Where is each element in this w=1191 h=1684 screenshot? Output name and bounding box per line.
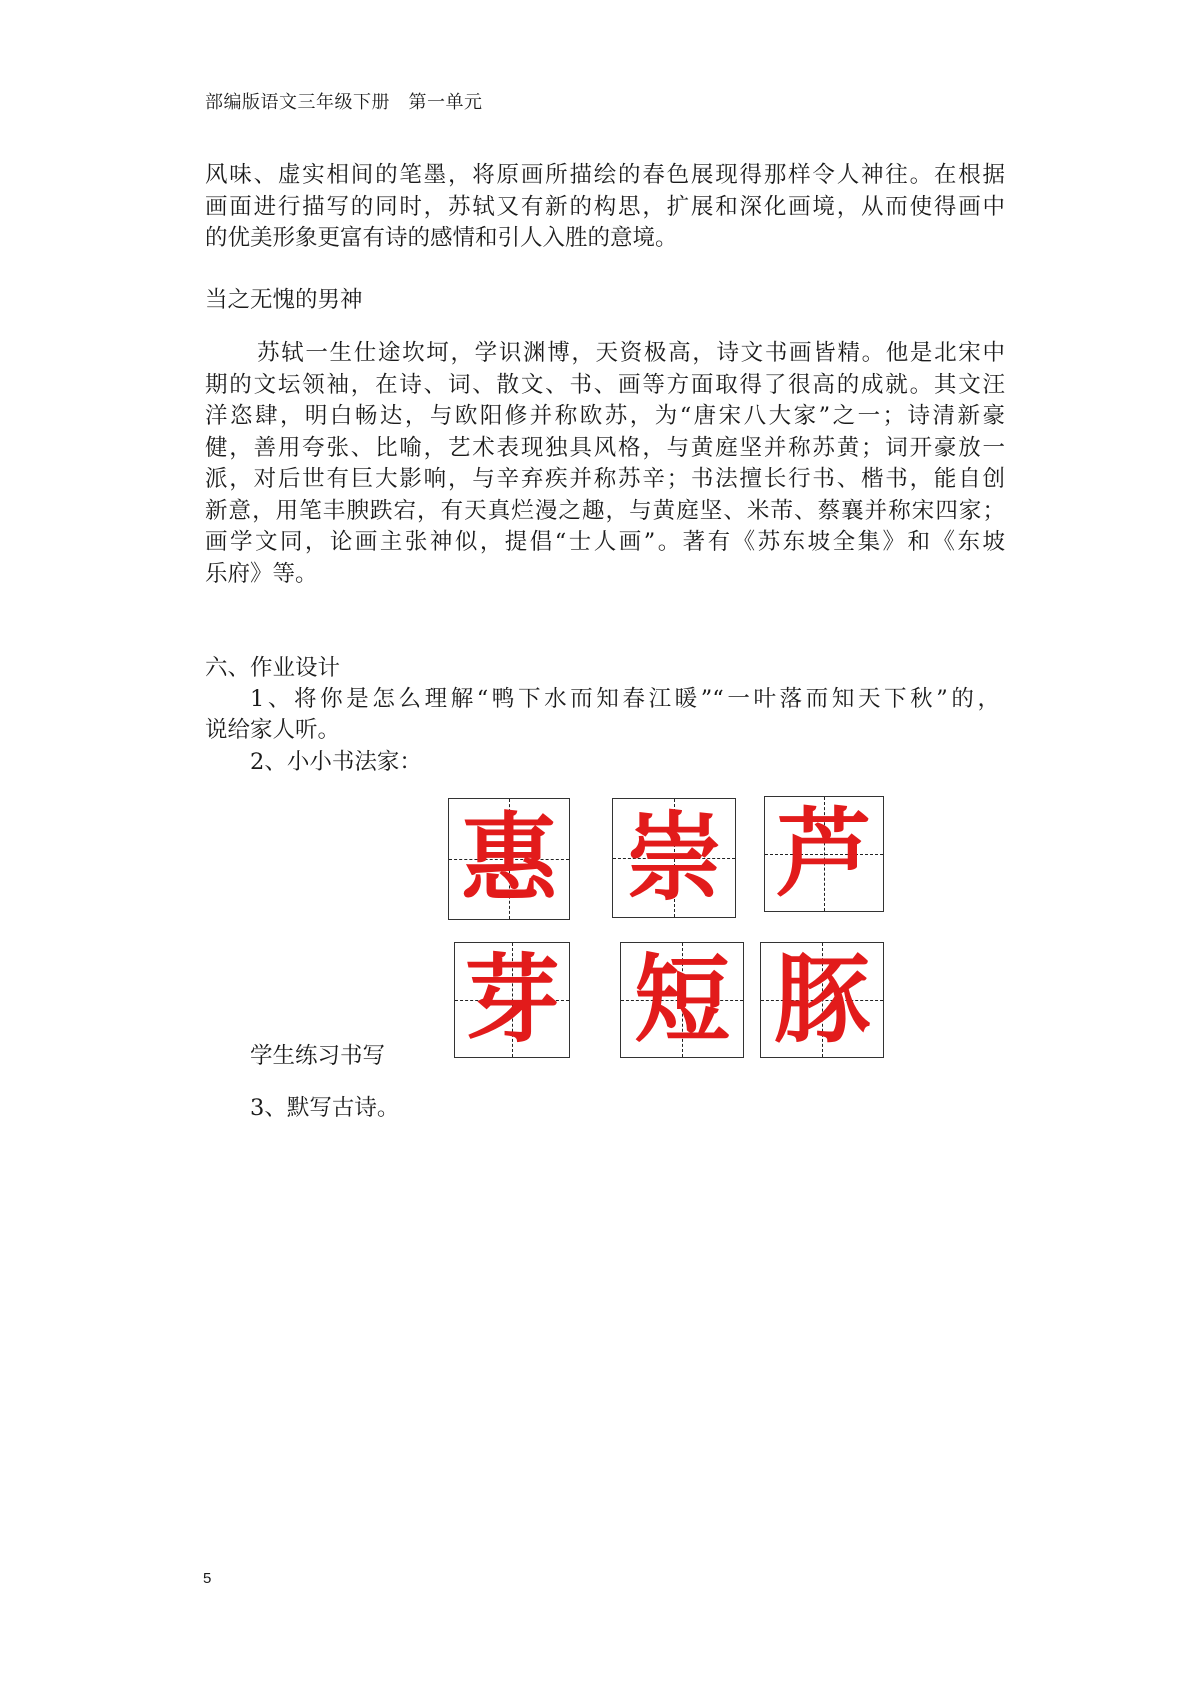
- bio-line: 新意，用笔丰腴跌宕，有天真烂漫之趣，与黄庭坚、米芾、蔡襄并称宋四家；: [205, 497, 1005, 524]
- bio-line: 画学文同，论画主张神似，提倡“士人画”。著有《苏东坡全集》和《东坡: [205, 529, 1005, 555]
- homework-item-1-continued: 说给家人听。: [205, 717, 341, 743]
- homework-section-title: 六、作业设计: [205, 655, 341, 681]
- calligraphy-character: 芽: [464, 943, 560, 1056]
- page-number: 5: [203, 1570, 212, 1587]
- bio-line: 健，善用夸张、比喻，艺术表现独具风格，与黄庭坚并称苏黄；词开豪放一: [205, 434, 1005, 461]
- calligraphy-box: [760, 942, 884, 1058]
- bio-line: 派，对后世有巨大影响，与辛弃疾并称苏辛；书法擅长行书、楷书，能自创: [205, 466, 1005, 492]
- homework-item-2: 2、小小书法家：: [250, 749, 422, 775]
- biography-paragraph: [205, 338, 1005, 590]
- calligraphy-box: [448, 798, 570, 920]
- calligraphy-box: [454, 942, 570, 1058]
- homework-item-3: 3、默写古诗。: [250, 1095, 400, 1121]
- calligraphy-character: 惠: [461, 802, 557, 915]
- intro-line: 的优美形象更富有诗的感情和引人入胜的意境。: [205, 225, 678, 251]
- bio-line: 苏轼一生仕途坎坷，学识渊博，天资极高，诗文书画皆精。他是北宋中: [257, 340, 1005, 366]
- calligraphy-box: [764, 796, 884, 912]
- practice-note: 学生练习书写: [250, 1043, 386, 1069]
- intro-line: 画面进行描写的同时，苏轼又有新的构思，扩展和深化画境，从而使得画中: [205, 193, 1005, 220]
- bio-line: 洋恣肆，明白畅达，与欧阳修并称欧苏，为“唐宋八大家”之一；诗清新豪: [205, 403, 1005, 429]
- calligraphy-box: [620, 942, 744, 1058]
- bio-line: 乐府》等。: [205, 560, 318, 587]
- bio-line: 期的文坛领袖，在诗、词、散文、书、画等方面取得了很高的成就。其文汪: [205, 371, 1005, 398]
- intro-paragraph: [205, 160, 1005, 255]
- calligraphy-character: 短: [634, 943, 730, 1056]
- subheading: 当之无愧的男神: [205, 287, 363, 313]
- intro-line: 风味、虚实相间的笔墨，将原画所描绘的春色展现得那样令人神往。在根据: [205, 162, 1005, 188]
- calligraphy-character: 芦: [776, 797, 872, 910]
- calligraphy-character: 崇: [626, 801, 722, 914]
- page-header: 部编版语文三年级下册 第一单元: [205, 92, 483, 113]
- homework-item-1: 1、将你是怎么理解“鸭下水而知春江暖”“一叶落而知天下秋”的，: [250, 686, 1000, 712]
- calligraphy-character: 豚: [774, 943, 870, 1056]
- calligraphy-box: [612, 798, 736, 918]
